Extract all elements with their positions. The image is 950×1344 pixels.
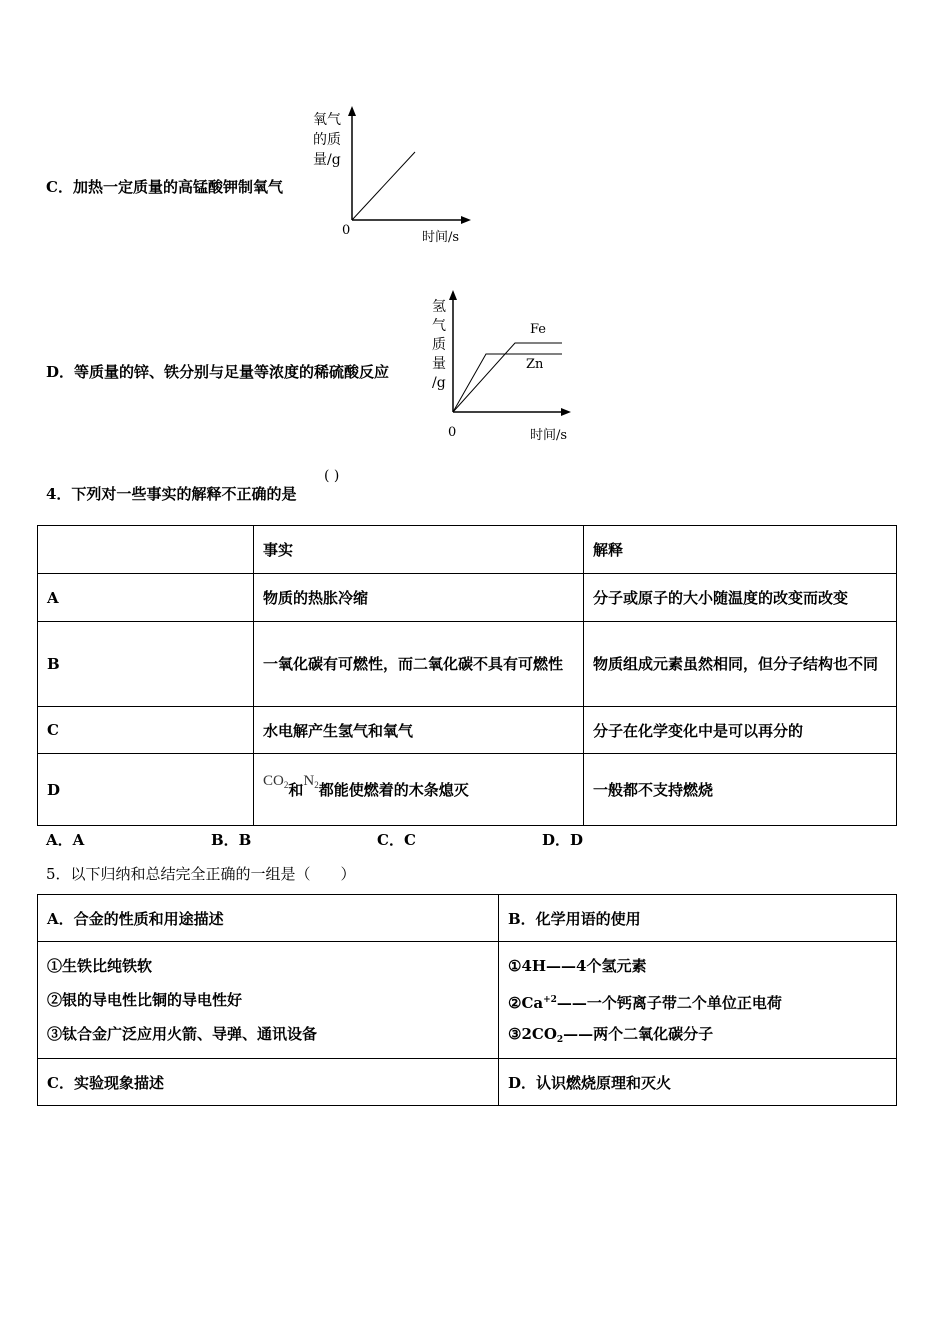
q5-table: [37, 894, 897, 1106]
option-d-label: D．等质量的锌、铁分别与足量等浓度的稀硫酸反应: [46, 363, 390, 381]
d-x-label: 时间/s: [530, 428, 568, 443]
q5-title: 5．以下归纳和总结完全正确的一组是（ ）: [46, 865, 356, 883]
q4-header-expl: 解释: [584, 526, 897, 574]
q4-row-a-expl: 分子或原子的大小随温度的改变而改变: [584, 574, 897, 622]
q4-answer-d[interactable]: D．D: [542, 831, 584, 849]
q4-header-opt: [38, 526, 254, 574]
c-y-label: 氧气 的质 量/g: [313, 112, 341, 168]
co2-formula: $CO_2$: [263, 773, 289, 790]
q4-row-d-fact: $CO_2$和$N_2$都能使燃着的木条熄灭: [254, 754, 584, 826]
q4-answer-c[interactable]: C．C: [377, 831, 416, 849]
q4-title: 4．下列对一些事实的解释不正确的是: [46, 485, 297, 503]
c-origin: 0: [342, 223, 351, 238]
q5-cell-a-items: ①生铁比纯铁软 ②银的导电性比铜的导电性好 ③钛合金广泛应用火箭、导弹、通讯设备: [38, 942, 499, 1059]
option-c-label: C．加热一定质量的高锰酸钾制氧气: [46, 178, 283, 196]
q5-cell-d-title: D．认识燃烧原理和灭火: [499, 1059, 897, 1106]
q4-table: [37, 525, 897, 826]
table-row: [38, 622, 897, 707]
table-row: [38, 1059, 897, 1106]
d-fe-line: [453, 343, 562, 412]
d-zn-line: [453, 354, 562, 412]
table-row: [38, 707, 897, 754]
table-row: [38, 895, 897, 942]
table-row: [38, 754, 897, 826]
c-data-line: [352, 152, 415, 220]
d-y-label: 氢 气 质 量 /g: [432, 299, 446, 391]
q4-row-c-opt: C: [38, 707, 254, 754]
q5-cell-a-title: A．合金的性质和用途描述: [38, 895, 499, 942]
q4-header-row: [38, 526, 897, 574]
table-row: [38, 574, 897, 622]
d-x-arrow: [561, 408, 571, 416]
d-origin: 0: [448, 425, 457, 440]
q4-answer-a[interactable]: A．A: [46, 831, 85, 849]
c-x-arrow: [461, 216, 471, 224]
q4-row-b-opt: B: [38, 622, 254, 707]
c-x-label: 时间/s: [422, 230, 460, 245]
q4-row-a-opt: A: [38, 574, 254, 622]
q4-row-b-expl: 物质组成元素虽然相同，但分子结构也不同: [584, 622, 897, 707]
q4-row-c-fact: 水电解产生氢气和氧气: [254, 707, 584, 754]
q5-cell-c-title: C．实验现象描述: [38, 1059, 499, 1106]
q4-row-a-fact: 物质的热胀冷缩: [254, 574, 584, 622]
q4-answer-b[interactable]: B．B: [211, 831, 252, 849]
q4-row-b-fact: 一氧化碳有可燃性，而二氧化碳不具有可燃性: [254, 622, 584, 707]
q5-cell-b-title: B．化学用语的使用: [499, 895, 897, 942]
q5-cell-b-items: ①4H——4个氢元素 $②Ca^{+2}——$一个钙离子带二个单位正电荷 $③2CO_2——$两个二氧化碳分子: [499, 942, 897, 1059]
q4-row-c-expl: 分子在化学变化中是可以再分的: [584, 707, 897, 754]
q4-row-d-opt: D: [38, 754, 254, 826]
d-legend-zn: Zn: [526, 357, 544, 372]
d-y-arrow: [449, 290, 457, 300]
table-row: [38, 942, 897, 1059]
c-y-arrow: [348, 106, 356, 116]
q4-row-d-expl: 一般都不支持燃烧: [584, 754, 897, 826]
q4-header-fact: 事实: [254, 526, 584, 574]
d-legend-fe: Fe: [530, 322, 547, 337]
n2-formula: $N_2$: [303, 773, 319, 790]
q4-paren: ( ): [324, 468, 340, 484]
